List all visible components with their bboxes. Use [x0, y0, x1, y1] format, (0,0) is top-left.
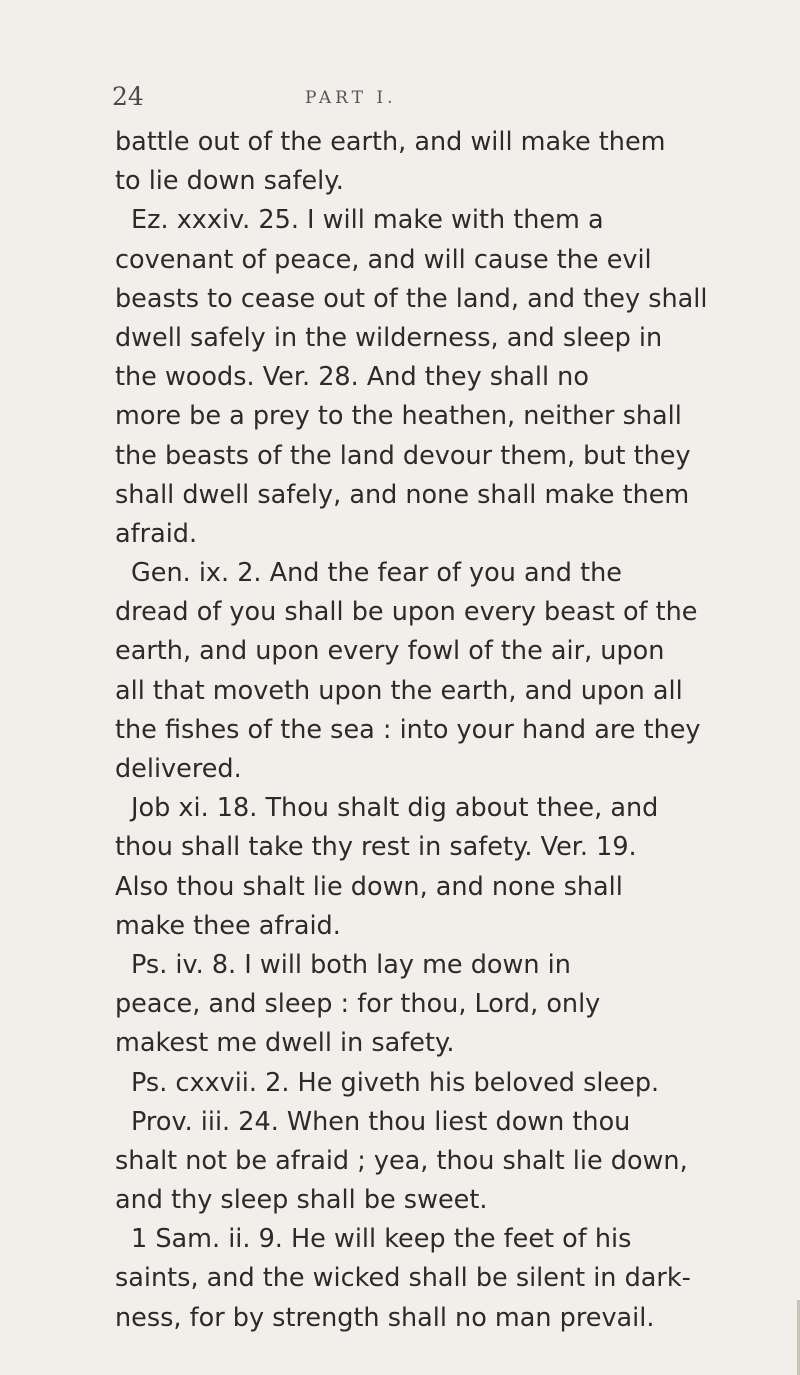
- text-line: Job xi. 18. Thou shalt dig about thee, and: [131, 793, 659, 824]
- text-line: Prov. iii. 24. When thou liest down thou: [131, 1106, 631, 1137]
- text-line: to lie down safely.: [115, 166, 344, 197]
- body-text: [115, 123, 798, 1338]
- text-line: Ps. cxxvii. 2. He giveth his beloved sleep.: [131, 1067, 660, 1098]
- text-line: thou shall take thy rest in safety. Ver. 19.: [115, 832, 637, 863]
- page-number: 24: [112, 82, 144, 111]
- text-line: shall dwell safely, and none shall make them: [115, 479, 690, 510]
- text-line: saints, and the wicked shall be silent in dark-: [115, 1263, 691, 1294]
- text-line: peace, and sleep : for thou, Lord, only: [115, 989, 601, 1020]
- text-line: more be a prey to the heathen, neither shall: [115, 401, 682, 432]
- text-line: dwell safely in the wilderness, and sleep in: [115, 322, 663, 353]
- text-line: the woods. Ver. 28. And they shall no: [115, 362, 589, 393]
- text-line: beasts to cease out of the land, and they shall: [115, 283, 708, 314]
- text-line: Also thou shalt lie down, and none shall: [115, 871, 623, 902]
- text-line: make thee afraid.: [115, 910, 341, 941]
- text-line: shalt not be afraid ; yea, thou shalt lie down,: [115, 1145, 688, 1176]
- text-line: Ps. iv. 8. I will both lay me down in: [131, 949, 571, 980]
- running-head: [112, 82, 792, 122]
- text-line: dread of you shall be upon every beast of the: [115, 597, 698, 628]
- text-line: the beasts of the land devour them, but they: [115, 440, 691, 471]
- text-line: earth, and upon every fowl of the air, upon: [115, 636, 665, 667]
- text-line: ness, for by strength shall no man prevail.: [115, 1302, 655, 1333]
- text-line: covenant of peace, and will cause the evil: [115, 244, 652, 275]
- text-line: afraid.: [115, 518, 198, 549]
- text-line: and thy sleep shall be sweet.: [115, 1185, 488, 1216]
- text-line: 1 Sam. ii. 9. He will keep the feet of his: [131, 1224, 632, 1255]
- text-line: all that moveth upon the earth, and upon all: [115, 675, 683, 706]
- text-line: Ez. xxxiv. 25. I will make with them a: [131, 205, 604, 236]
- text-line: the fishes of the sea : into your hand are they: [115, 714, 701, 745]
- text-line: Gen. ix. 2. And the fear of you and the: [131, 558, 622, 589]
- text-line: battle out of the earth, and will make them: [115, 127, 666, 157]
- text-line: makest me dwell in safety.: [115, 1028, 455, 1059]
- text-line: delivered.: [115, 754, 242, 784]
- part-title: PART I.: [305, 88, 397, 108]
